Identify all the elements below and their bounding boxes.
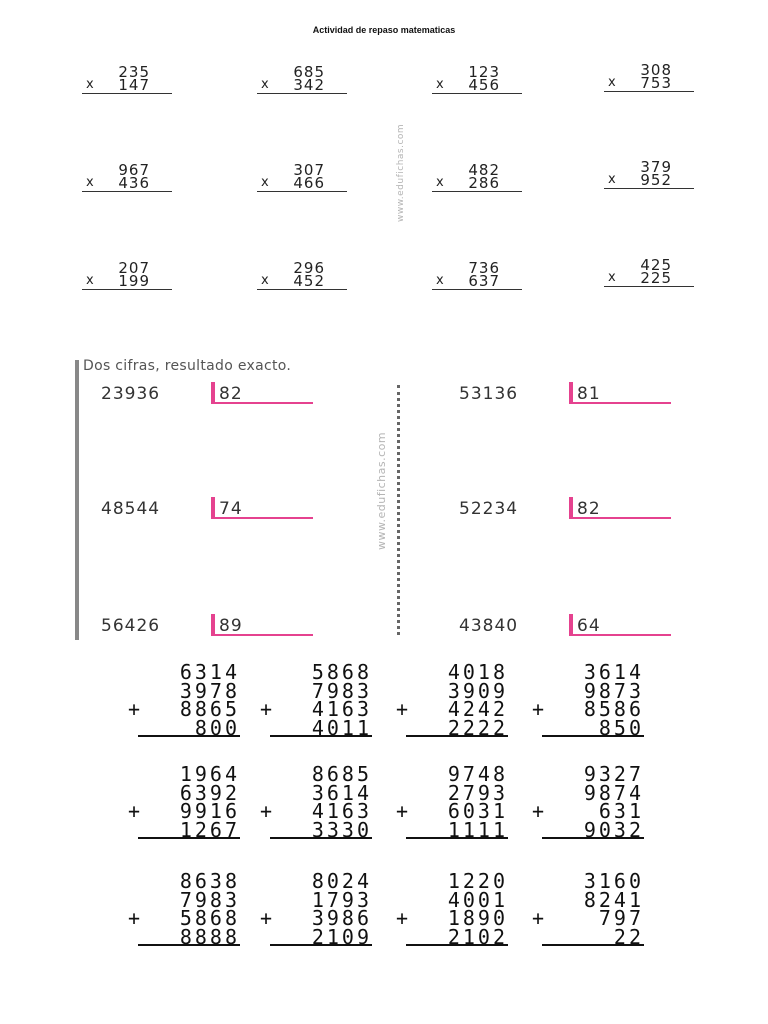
answer-line [270,837,372,839]
division-heading: Dos cifras, resultado exacto. [83,358,292,374]
addend: 1793 [311,887,372,912]
answer-line [542,944,644,946]
addition-problem [128,660,240,740]
addend: 4242 [447,697,508,721]
addend: 9327 [583,762,644,786]
addend: 9032 [583,817,644,842]
addend: 3978 [179,678,240,703]
answer-line [432,191,522,192]
times-sign: x [436,77,445,92]
times-sign: x [261,77,270,92]
times-sign: x [86,175,95,190]
dividend: 56426 [101,616,161,636]
times-sign: x [86,77,95,92]
plus-sign: + [260,697,276,721]
answer-line [604,91,694,92]
watermark-text: www.edufichas.com [375,431,388,550]
addition-problem [532,762,644,842]
addition-problem [260,869,372,949]
dividend: 48544 [101,499,161,519]
addend: 8865 [179,697,240,721]
addition-problem [260,660,372,740]
plus-sign: + [396,799,412,823]
plus-sign: + [396,697,412,721]
addend: 3909 [447,678,508,703]
plus-sign: + [128,697,144,721]
addend: 797 [598,906,644,930]
dividend: 53136 [459,384,519,404]
multiplier: 342 [293,76,325,94]
divisor: 89 [219,616,243,636]
addend: 6392 [179,780,240,805]
multiplicand: 123 [468,63,500,81]
times-sign: x [261,273,270,288]
addend: 1220 [447,869,508,893]
multiplicand: 235 [118,63,150,81]
multiplicand: 425 [640,256,672,274]
answer-line [406,735,508,737]
divisor: 74 [219,499,243,519]
multiplier: 456 [468,76,500,94]
multiplicand: 736 [468,259,500,277]
plus-sign: + [128,799,144,823]
multiplicand: 482 [468,161,500,179]
answer-line [270,944,372,946]
dotted-divider [397,385,400,635]
addend: 8685 [311,762,372,786]
addition-problem [260,762,372,842]
addend: 2222 [447,715,508,740]
times-sign: x [608,172,617,187]
page-title: Actividad de repaso matematicas [312,25,456,35]
addition-problem [532,869,644,949]
plus-sign: + [396,906,412,930]
multiplicand: 296 [293,259,325,277]
times-sign: x [608,75,617,90]
multiplier: 753 [640,74,672,92]
multiplier: 952 [640,171,672,189]
multiplier: 436 [118,174,150,192]
answer-line [82,93,172,94]
answer-line [432,93,522,94]
addend: 850 [598,715,644,740]
divisor: 82 [577,499,601,519]
watermark-text: www.edufichas.com [396,123,406,222]
answer-line [138,735,240,737]
multiplier: 452 [293,272,325,290]
addend: 2102 [447,924,508,949]
addend: 8241 [583,887,644,912]
multiplier: 637 [468,272,500,290]
addition-problem [532,660,644,740]
multiplier: 147 [118,76,150,94]
plus-sign: + [532,697,548,721]
multiplicand: 967 [118,161,150,179]
times-sign: x [86,273,95,288]
addend: 6314 [179,660,240,684]
multiplicand: 379 [640,158,672,176]
answer-line [257,289,347,290]
dividend: 52234 [459,499,519,519]
answer-line [604,188,694,189]
addend: 800 [194,715,240,740]
answer-line [257,93,347,94]
addend: 3614 [311,780,372,805]
addition-problem [396,869,508,949]
addend: 4163 [311,799,372,823]
dividend: 23936 [101,384,161,404]
plus-sign: + [260,906,276,930]
addend: 3160 [583,869,644,893]
addend: 5868 [179,906,240,930]
answer-line [257,191,347,192]
addend: 3986 [311,906,372,930]
multiplicand: 207 [118,259,150,277]
multiplicand: 307 [293,161,325,179]
addition-problem [128,762,240,842]
answer-line [270,735,372,737]
multiplier: 225 [640,269,672,287]
addend: 7983 [179,887,240,912]
addend: 8586 [583,697,644,721]
times-sign: x [436,273,445,288]
addend: 3614 [583,660,644,684]
answer-line [542,735,644,737]
answer-line [82,289,172,290]
addition-problem [396,660,508,740]
answer-line [406,837,508,839]
addend: 1267 [179,817,240,842]
addition-problem [128,869,240,949]
addend: 8638 [179,869,240,893]
times-sign: x [261,175,270,190]
addend: 5868 [311,660,372,684]
addend: 631 [598,799,644,823]
multiplier: 466 [293,174,325,192]
multiplier: 286 [468,174,500,192]
addend: 22 [613,924,644,949]
addend: 6031 [447,799,508,823]
answer-line [138,944,240,946]
addend: 4163 [311,697,372,721]
addend: 3330 [311,817,372,842]
divisor: 81 [577,384,601,404]
addend: 8024 [311,869,372,893]
division-section [75,360,715,640]
addend: 7983 [311,678,372,703]
answer-line [604,286,694,287]
addend: 1890 [447,906,508,930]
addend: 2109 [311,924,372,949]
addend: 9873 [583,678,644,703]
addend: 4011 [311,715,372,740]
plus-sign: + [532,799,548,823]
answer-line [406,944,508,946]
multiplier: 199 [118,272,150,290]
answer-line [138,837,240,839]
dividend: 43840 [459,616,519,636]
multiplicand: 308 [640,61,672,79]
addend: 4001 [447,887,508,912]
addend: 9874 [583,780,644,805]
answer-line [542,837,644,839]
addend: 9748 [447,762,508,786]
addend: 2793 [447,780,508,805]
answer-line [432,289,522,290]
plus-sign: + [128,906,144,930]
times-sign: x [436,175,445,190]
plus-sign: + [260,799,276,823]
addend: 1964 [179,762,240,786]
multiplicand: 685 [293,63,325,81]
addend: 1111 [447,817,508,842]
times-sign: x [608,270,617,285]
divisor: 82 [219,384,243,404]
plus-sign: + [532,906,548,930]
section-side-bar [75,360,79,640]
answer-line [82,191,172,192]
addition-problem [396,762,508,842]
addend: 9916 [179,799,240,823]
divisor: 64 [577,616,601,636]
addend: 4018 [447,660,508,684]
addend: 8888 [179,924,240,949]
